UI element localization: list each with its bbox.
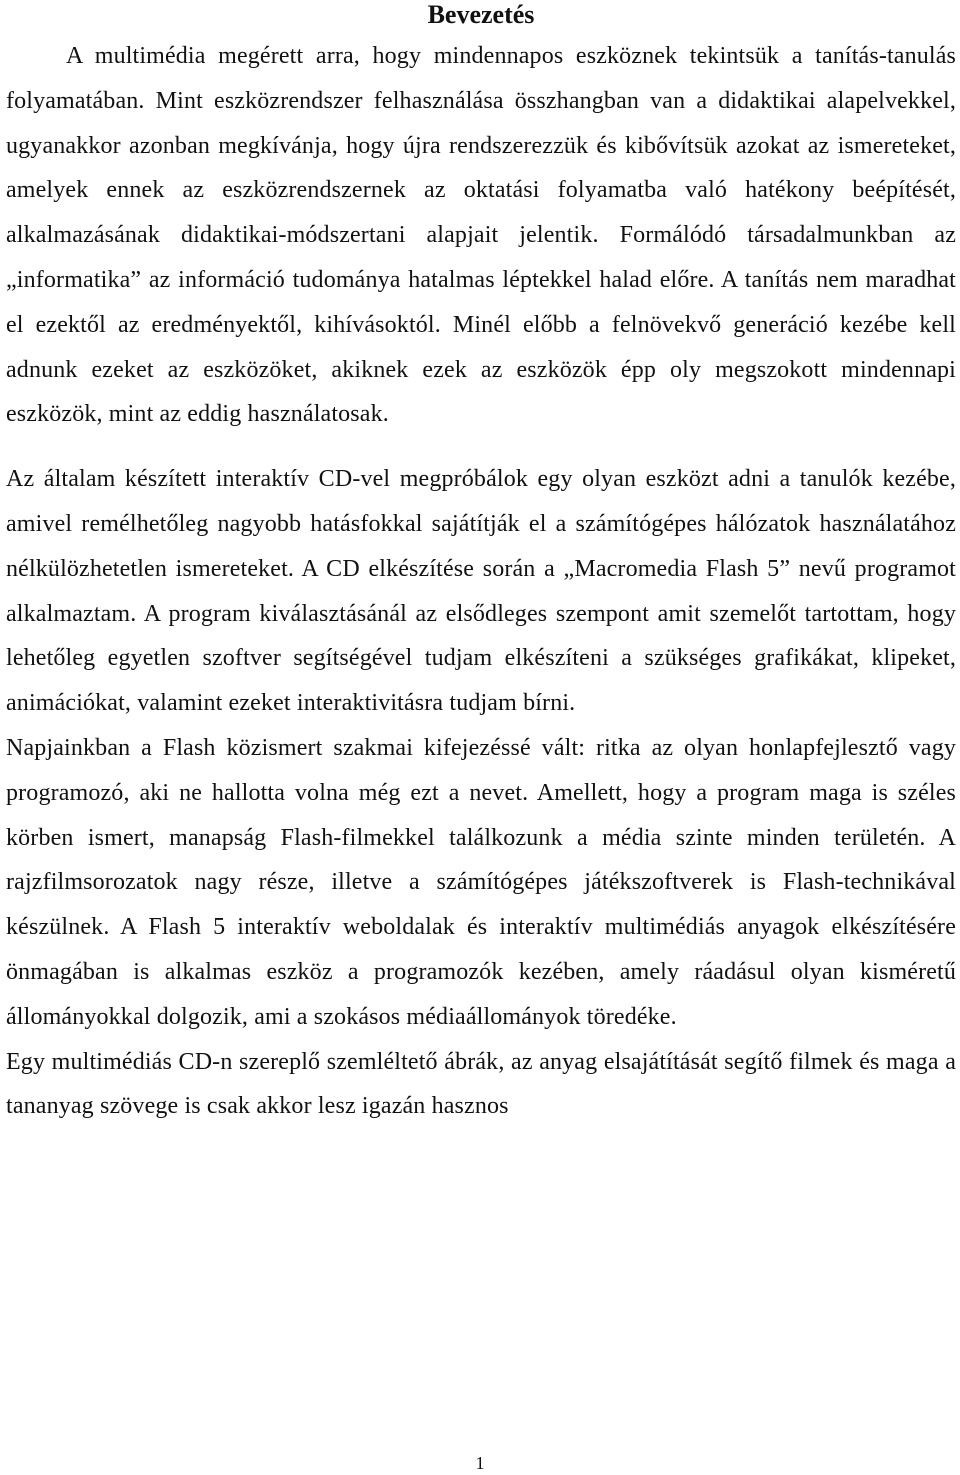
paragraph-multimedia-cd: Egy multimédiás CD-n szereplő szemléltető ábrák, az anyag elsajátítását segítő filmek és maga a tananyag szövege is csak akkor lesz igazán hasznos <box>6 1048 956 1120</box>
paragraph-intro: A multimédia megérett arra, hogy mindennapos eszköznek tekintsük a tanítás-tanulás folyamatában. Mint eszközrendszer felhasználása összhangban van a didaktikai alapelvekkel, ugyanakkor azonban megkívánja, hogy újra rendszerezzük és kibővítsük azokat az ismereteket, amelyek ennek az eszközrendszernek az oktatási folyamatba való hatékony beépítését, alkalmazásának didaktikai-módszertani alapjait jelentik. Formálódó társadalmunkban az „informatika” az információ tudománya hatalmas léptekkel halad előre. A tanítás nem maradhat el ezektől az eredményektől, kihívásoktól. Minél előbb a felnövekvő generáció kezébe kell adnunk ezeket az eszközöket, akiknek ezek az eszközök épp oly megszokott mindennapi eszközök, mint az eddig használatosak. <box>6 43 956 428</box>
page-number: 1 <box>475 1453 485 1473</box>
page-title: Bevezetés <box>427 0 535 29</box>
paragraph-flash: Napjainkban a Flash közismert szakmai kifejezéssé vált: ritka az olyan honlapfejlesztő vagy programozó, aki ne hallotta volna még ezt a nevet. Amellett, hogy a program maga is széles körben ismert, manapság Flash-filmekkel találkozunk a média szinte minden területén. A rajzfilmsorozatok nagy része, illetve a számítógépes játékszoftverek is Flash-technikával készülnek. A Flash 5 interaktív weboldalak és interaktív multimédiás anyagok elkészítésére önmagában is alkalmas eszköz a programozók kezében, amely ráadásul olyan kisméretű állományokkal dolgozik, ami a szokásos médiaállományok töredéke. <box>6 734 956 1030</box>
paragraph-spacer <box>6 437 956 457</box>
paragraph-cd: Az általam készített interaktív CD-vel megpróbálok egy olyan eszközt adni a tanulók kezébe, amivel remélhetőleg nagyobb hatásfokkal sajátítják el a számítógépes hálózatok használatához nélkülözhetetlen ismereteket. A CD elkészítése során a „Macromedia Flash 5” nevű programot alkalmaztam. A program kiválasztásánál az elsődleges szempont amit szemelőt tartottam, hogy lehetőleg egyetlen szoftver segítségével tudjam elkészíteni a szükséges grafikákat, klipeket, animációkat, valamint ezeket interaktivitásra tudjam bírni. <box>6 466 956 717</box>
document-page <box>6 0 956 1129</box>
